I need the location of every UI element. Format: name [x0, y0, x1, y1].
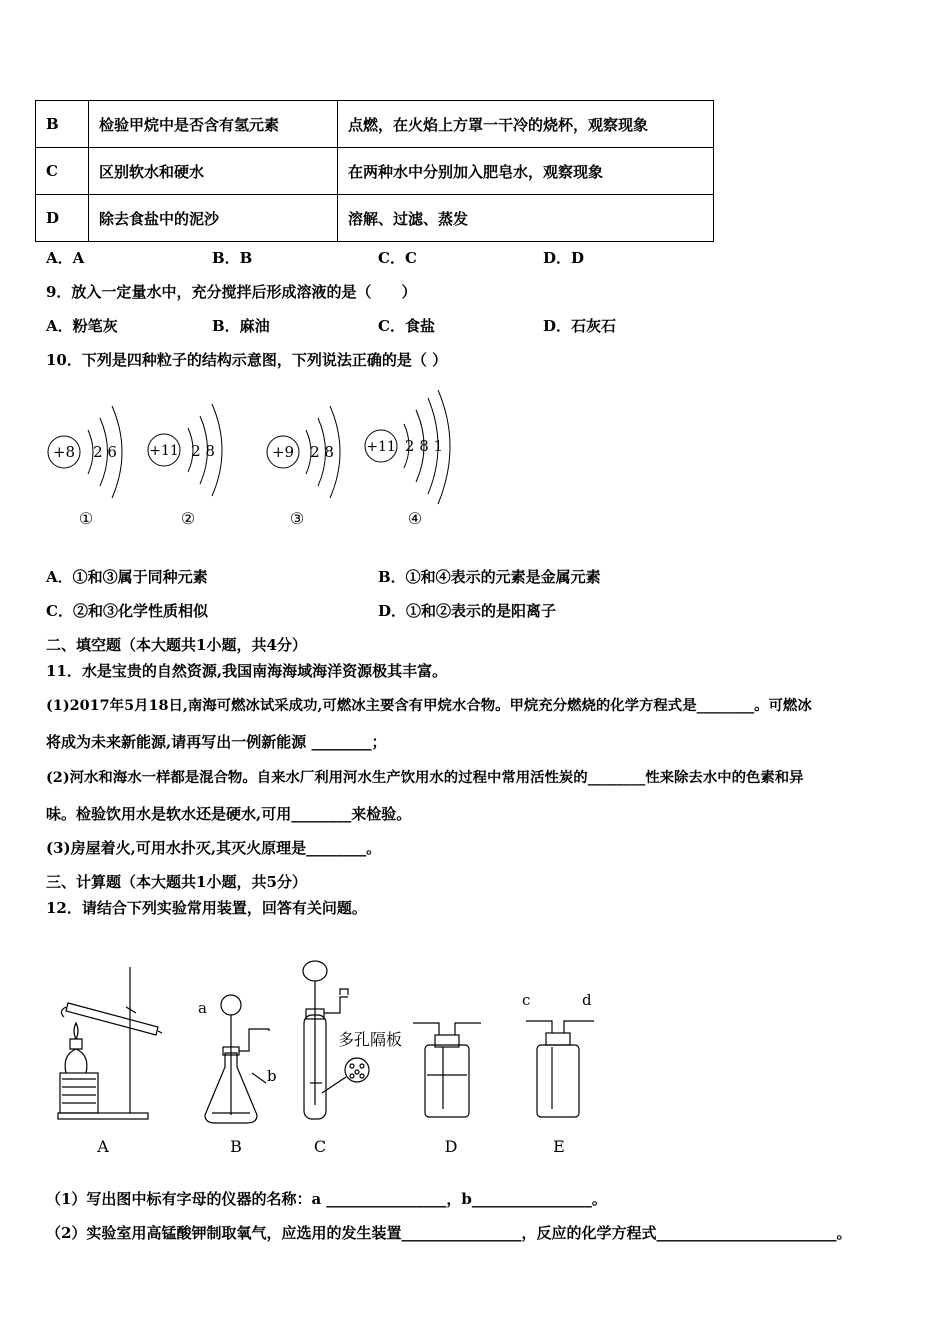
q11-part1-line1: (1)2017年5月18日,南海可燃冰试采成功,可燃冰主要含有甲烷水合物。甲烷充分燃烧的化学方程式是________。可燃冰 [46, 697, 812, 714]
q12-stem: 12．请结合下列实验常用装置，回答有关问题。 [46, 899, 367, 917]
figure-label-a: A [97, 1137, 109, 1156]
label-b: b [267, 1067, 277, 1085]
q11-stem: 11．水是宝贵的自然资源,我国南海海域海洋资源极其丰富。 [46, 662, 448, 680]
label-d: d [582, 991, 592, 1009]
particle-4-nucleus: +11 [366, 439, 396, 455]
particle-4-shells: 2 8 1 [404, 437, 444, 455]
q9-stem: 9．放入一定量水中，充分搅拌后形成溶液的是（ ） [46, 283, 417, 301]
atom-structure-figure [40, 390, 460, 535]
q11-part1-line2: 将成为未来新能源,请再写出一例新能源 ________； [46, 733, 387, 751]
apparatus-b [205, 995, 269, 1123]
q12-subquestion-1: （1）写出图中标有字母的仪器的名称：a ________________，b________________。 [46, 1190, 607, 1208]
figure-label-c: C [313, 1137, 327, 1156]
q10-option-a: A．①和③属于同种元素 [46, 568, 208, 586]
particle-4 [365, 390, 450, 528]
row-purpose: 除去食盐中的泥沙 [89, 195, 338, 242]
particle-1-label: ① [78, 509, 94, 528]
figure-label-d: D [444, 1137, 458, 1156]
apparatus-a [58, 967, 162, 1119]
q10-option-c: C．②和③化学性质相似 [46, 602, 208, 620]
particle-3-shells: 2 8 [310, 443, 334, 461]
particle-1 [48, 406, 122, 528]
q8-option-a: A．A [46, 249, 85, 267]
q8-option-b: B．B [212, 249, 253, 267]
table-row [36, 148, 714, 195]
row-purpose: 区别软水和硬水 [89, 148, 338, 195]
q12-subquestion-2: （2）实验室用高锰酸钾制取氧气，应选用的发生装置________________，反应的化学方程式________________________。 [46, 1224, 852, 1242]
q9-option-a: A．粉笔灰 [46, 317, 118, 335]
label-porous-plate: 多孔隔板 [338, 1030, 403, 1049]
q9-option-d: D．石灰石 [543, 317, 617, 335]
apparatus-d [413, 1023, 481, 1117]
q10-option-d: D．①和②表示的是阳离子 [378, 602, 557, 620]
particle-2-shells: 2 8 [191, 442, 215, 460]
q8-option-c: C．C [378, 249, 417, 267]
label-a: a [198, 999, 207, 1017]
options-table [35, 100, 714, 242]
row-method: 溶解、过滤、蒸发 [338, 195, 714, 242]
q9-option-c: C．食盐 [378, 317, 435, 335]
particle-4-label: ④ [407, 509, 423, 528]
particle-2 [148, 404, 222, 528]
q11-part3: (3)房屋着火,可用水扑灭,其灭火原理是________。 [46, 839, 382, 857]
particle-3-label: ③ [289, 509, 305, 528]
apparatus-figure [40, 955, 620, 1160]
section-3-heading: 三、计算题（本大题共1小题，共5分） [46, 873, 307, 891]
row-method: 在两种水中分别加入肥皂水，观察现象 [338, 148, 714, 195]
row-key: C [36, 148, 89, 195]
row-key: B [36, 101, 89, 148]
row-key: D [36, 195, 89, 242]
particle-2-label: ② [180, 509, 196, 528]
q8-option-d: D．D [543, 249, 585, 267]
table-row [36, 101, 714, 148]
table-row [36, 195, 714, 242]
particle-2-nucleus: +11 [149, 443, 179, 459]
q10-stem: 10．下列是四种粒子的结构示意图，下列说法正确的是（ ） [46, 351, 448, 369]
q11-part2-line1: (2)河水和海水一样都是混合物。自来水厂利用河水生产饮用水的过程中常用活性炭的________性来除去水中的色素和异 [46, 769, 804, 786]
particle-1-shells: 2 6 [93, 443, 117, 461]
section-2-heading: 二、填空题（本大题共1小题，共4分） [46, 636, 307, 654]
particle-1-nucleus: +8 [52, 443, 76, 461]
q9-option-b: B．麻油 [212, 317, 270, 335]
figure-label-e: E [553, 1137, 565, 1156]
figure-label-b: B [230, 1137, 242, 1156]
q11-part2-line2: 味。检验饮用水是软水还是硬水,可用________来检验。 [46, 805, 412, 823]
apparatus-e [526, 1021, 594, 1117]
row-method: 点燃，在火焰上方罩一干冷的烧杯，观察现象 [338, 101, 714, 148]
label-c: c [522, 991, 531, 1009]
q10-option-b: B．①和④表示的元素是金属元素 [378, 568, 601, 586]
row-purpose: 检验甲烷中是否含有氢元素 [89, 101, 338, 148]
particle-3 [267, 406, 340, 528]
particle-3-nucleus: +9 [271, 443, 295, 461]
